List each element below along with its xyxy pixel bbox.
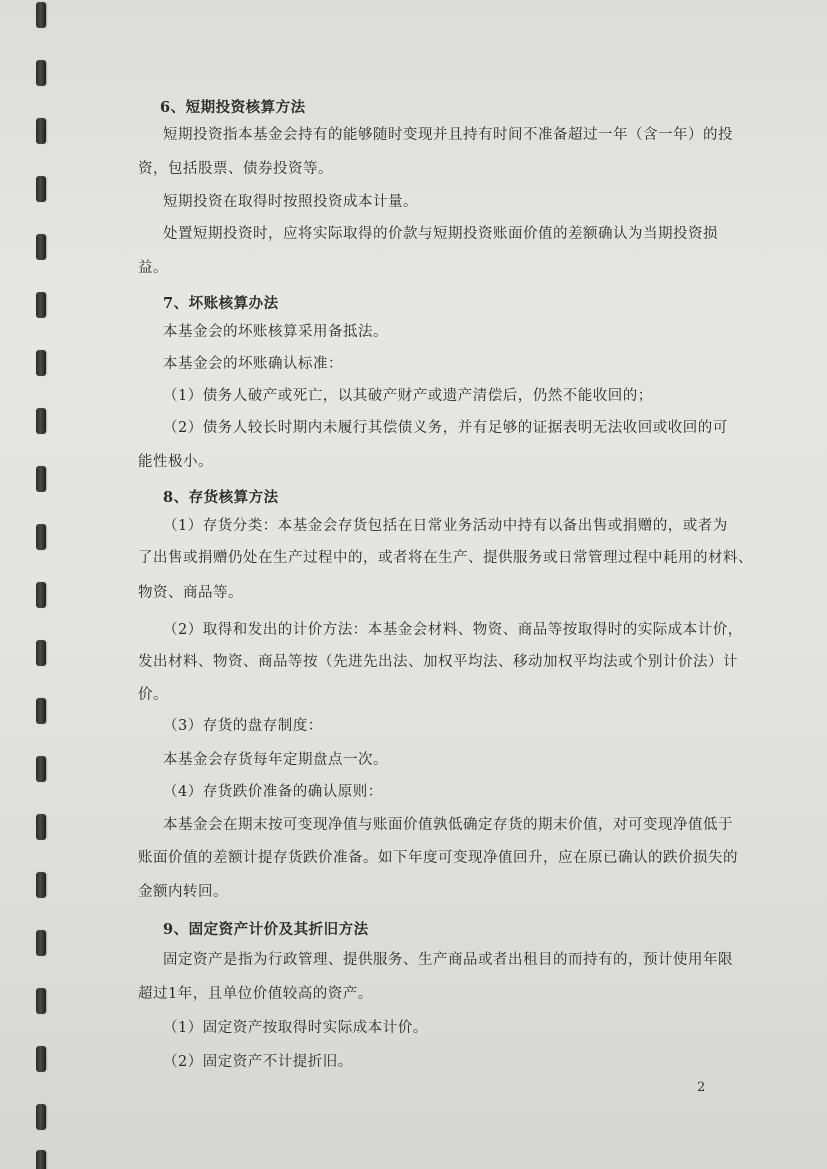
paragraph-line: （1）固定资产按取得时实际成本计价。 <box>163 1020 428 1036</box>
paragraph-line: 本基金会的坏账核算采用备抵法。 <box>163 324 388 340</box>
paragraph-line: 账面价值的差额计提存货跌价准备。如下年度可变现净值回升，应在原已确认的跌价损失的 <box>138 850 738 866</box>
paragraph-line: （2）固定资产不计提折旧。 <box>163 1054 353 1070</box>
paragraph-line: 超过1年，且单位价值较高的资产。 <box>138 986 373 1002</box>
paragraph-line: （1）存货分类：本基金会存货包括在日常业务活动中持有以备出售或捐赠的，或者为 <box>163 518 728 534</box>
paragraph-line: （2）取得和发出的计价方法：本基金会材料、物资、商品等按取得时的实际成本计价， <box>163 622 743 638</box>
paragraph-line: 处置短期投资时，应将实际取得的价款与短期投资账面价值的差额确认为当期投资损 <box>163 226 718 242</box>
paragraph-line: （2）债务人较长时期内未履行其偿债义务，并有足够的证据表明无法收回或收回的可 <box>163 420 728 436</box>
section-heading-short-term-investment: 6、短期投资核算方法 <box>160 99 306 116</box>
paragraph-line: 价。 <box>138 687 168 703</box>
paragraph-line: 本基金会的坏账确认标准： <box>163 356 343 372</box>
paragraph-line: 本基金会在期末按可变现净值与账面价值孰低确定存货的期末价值，对可变现净值低于 <box>163 817 733 833</box>
paragraph-line: 本基金会存货每年定期盘点一次。 <box>163 752 388 768</box>
section-heading-fixed-assets: 9、固定资产计价及其折旧方法 <box>163 921 369 938</box>
paragraph-line: 短期投资指本基金会持有的能够随时变现并且持有时间不准备超过一年（含一年）的投 <box>163 127 733 143</box>
paragraph-line: 资，包括股票、债券投资等。 <box>138 161 333 177</box>
paragraph-line: 能性极小。 <box>138 454 213 470</box>
paragraph-line: 了出售或捐赠仍处在生产过程中的，或者将在生产、提供服务或日常管理过程中耗用的材料、 <box>138 550 753 566</box>
section-heading-inventory: 8、存货核算方法 <box>163 489 279 506</box>
section-heading-bad-debt: 7、坏账核算办法 <box>163 295 279 312</box>
paragraph-line: （1）债务人破产或死亡，以其破产财产或遗产清偿后，仍然不能收回的； <box>163 388 653 404</box>
paragraph-line: 发出材料、物资、商品等按（先进先出法、加权平均法、移动加权平均法或个别计价法）计 <box>138 654 738 670</box>
paragraph-line: 益。 <box>138 260 168 276</box>
paragraph-line: 物资、商品等。 <box>138 585 243 601</box>
paragraph-line: （4）存货跌价准备的确认原则： <box>163 784 383 800</box>
paragraph-line: 金额内转回。 <box>138 884 228 900</box>
paragraph-line: 短期投资在取得时按照投资成本计量。 <box>163 194 418 210</box>
page-number: 2 <box>697 1080 706 1095</box>
paragraph-line: （3）存货的盘存制度： <box>163 718 323 734</box>
paragraph-line: 固定资产是指为行政管理、提供服务、生产商品或者出租目的而持有的，预计使用年限 <box>163 952 733 968</box>
